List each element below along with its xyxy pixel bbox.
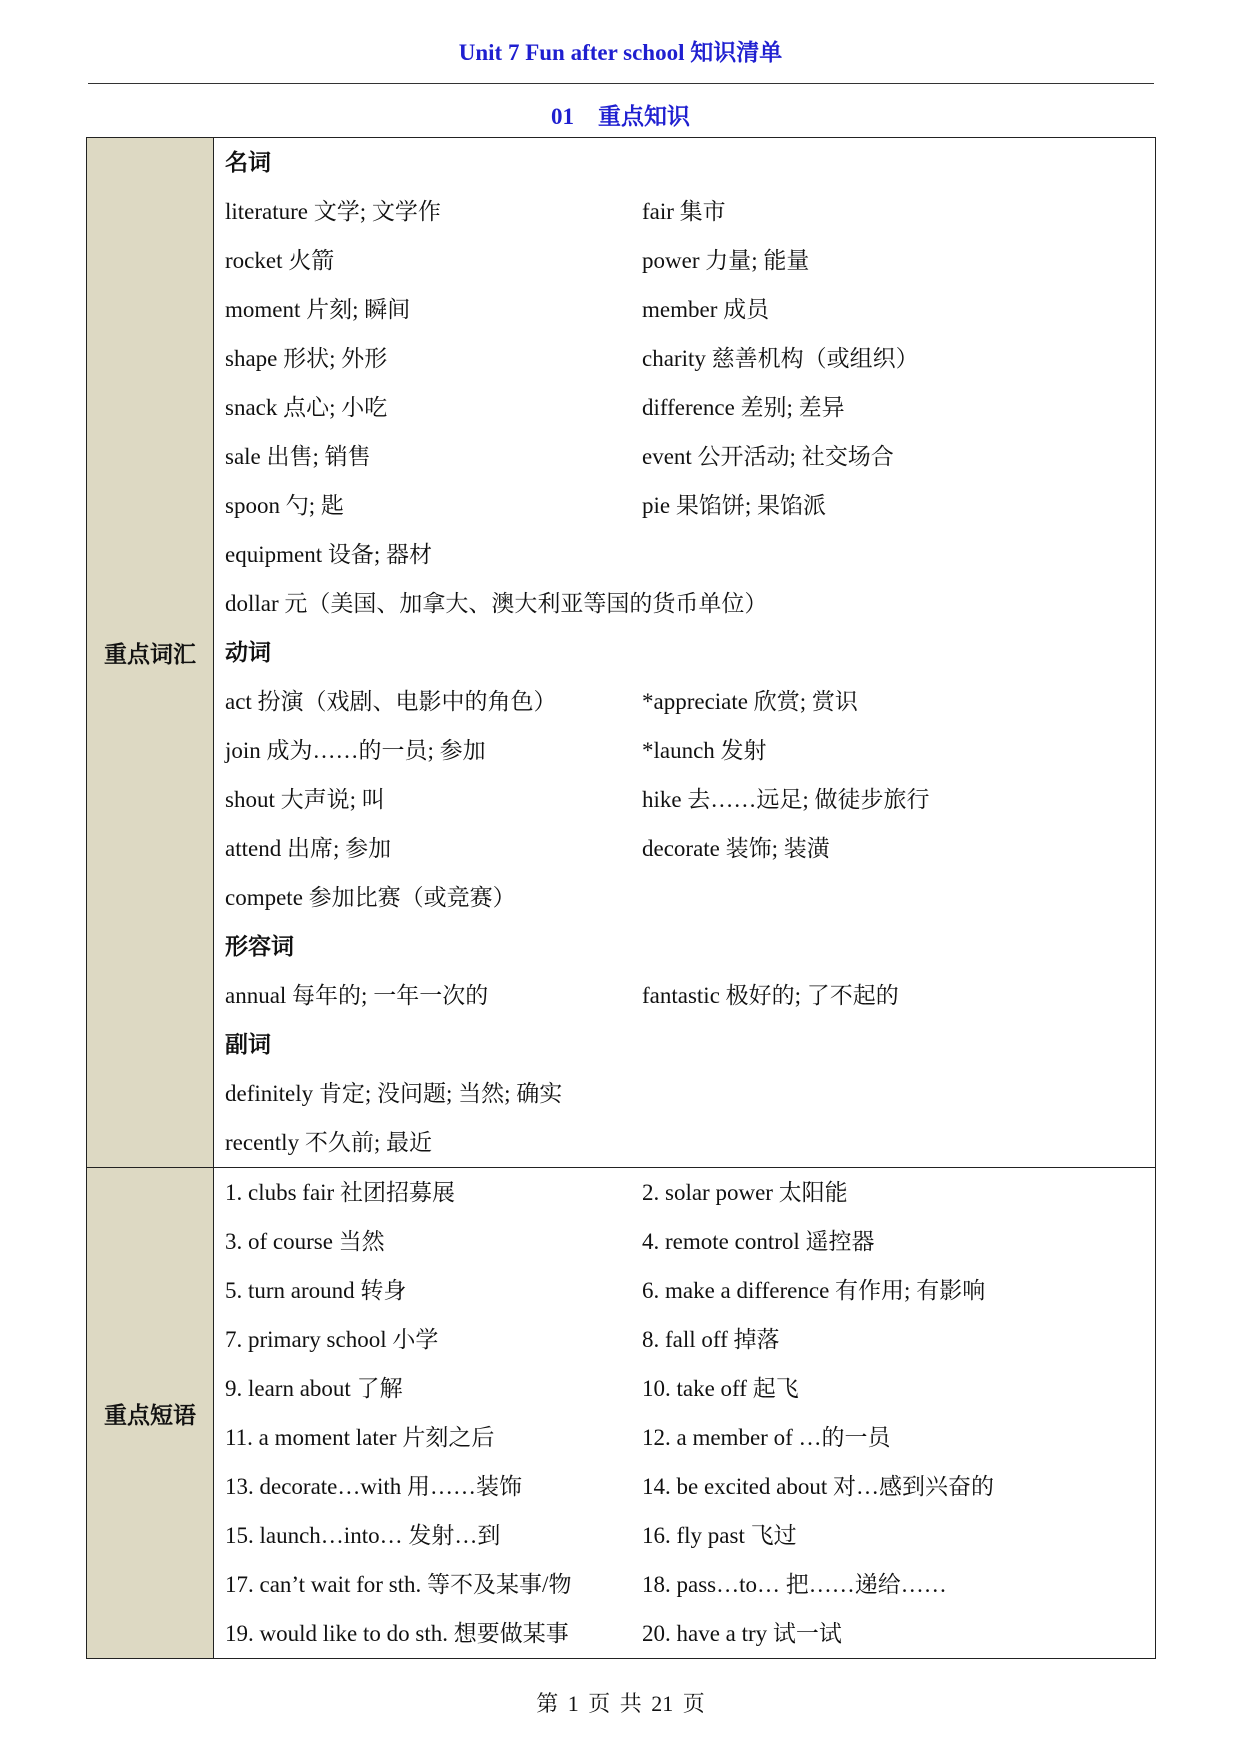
vocab-entry: join 成为……的一员; 参加 — [225, 738, 486, 763]
vocab-row — [214, 187, 1155, 236]
phrase-entry: 5. turn around 转身 — [225, 1278, 407, 1303]
phrase-entry: 8. fall off 掉落 — [642, 1327, 780, 1352]
vocab-row — [214, 383, 1155, 432]
vocab-row — [214, 824, 1155, 873]
vocabulary-content — [214, 138, 1156, 1168]
section-title: 重点知识 — [598, 104, 690, 129]
phrase-row — [214, 1609, 1155, 1658]
vocab-entry: decorate 装饰; 装潢 — [642, 836, 830, 861]
phrase-entry: 6. make a difference 有作用; 有影响 — [642, 1278, 986, 1303]
vocab-entry: fair 集市 — [642, 199, 726, 224]
vocab-row — [214, 873, 1155, 922]
vocab-row — [214, 726, 1155, 775]
vocab-entry: compete 参加比赛（或竞赛） — [225, 885, 516, 910]
vocab-entry: shout 大声说; 叫 — [225, 787, 385, 812]
phrase-entry: 15. launch…into… 发射…到 — [225, 1523, 501, 1548]
vocab-row — [214, 971, 1155, 1020]
phrase-entry: 14. be excited about 对…感到兴奋的 — [642, 1474, 994, 1499]
phrase-entry: 17. can’t wait for sth. 等不及某事/物 — [225, 1572, 572, 1597]
phrase-row — [214, 1217, 1155, 1266]
knowledge-table — [86, 137, 1156, 1659]
phrase-entry: 19. would like to do sth. 想要做某事 — [225, 1621, 569, 1646]
vocab-entry: *appreciate 欣赏; 赏识 — [642, 689, 858, 714]
phrase-entry: 12. a member of …的一员 — [642, 1425, 891, 1450]
vocab-entry: power 力量; 能量 — [642, 248, 810, 273]
vocab-entry: difference 差别; 差异 — [642, 395, 845, 420]
vocab-entry: charity 慈善机构（或组织） — [642, 346, 919, 371]
vocab-entry: act 扮演（戏剧、电影中的角色） — [225, 689, 557, 714]
phrase-row — [214, 1511, 1155, 1560]
section-heading — [0, 98, 1241, 131]
vocab-entry: annual 每年的; 一年一次的 — [225, 983, 489, 1008]
vocab-entry: definitely 肯定; 没问题; 当然; 确实 — [225, 1081, 563, 1106]
vocab-row — [214, 677, 1155, 726]
vocab-entry: moment 片刻; 瞬间 — [225, 297, 411, 322]
vocab-entry: recently 不久前; 最近 — [225, 1130, 432, 1155]
vocab-entry: snack 点心; 小吃 — [225, 395, 388, 420]
vocab-entry: attend 出席; 参加 — [225, 836, 392, 861]
phrase-entry: 18. pass…to… 把……递给…… — [642, 1572, 947, 1597]
vocab-entry: fantastic 极好的; 了不起的 — [642, 983, 899, 1008]
phrase-entry: 1. clubs fair 社团招募展 — [225, 1180, 455, 1205]
vocab-entry: shape 形状; 外形 — [225, 346, 388, 371]
vocab-entry: *launch 发射 — [642, 738, 767, 763]
vocab-row — [214, 579, 1155, 628]
vocab-entry: literature 文学; 文学作 — [225, 199, 441, 224]
vocab-row — [214, 481, 1155, 530]
phrase-entry: 4. remote control 遥控器 — [642, 1229, 875, 1254]
phrase-row — [214, 1266, 1155, 1315]
phrase-row — [214, 1364, 1155, 1413]
vocab-row — [214, 775, 1155, 824]
phrase-row — [214, 1315, 1155, 1364]
vocab-entry: hike 去……远足; 做徒步旅行 — [642, 787, 930, 812]
phrase-entry: 7. primary school 小学 — [225, 1327, 439, 1352]
phrase-entry: 11. a moment later 片刻之后 — [225, 1425, 495, 1450]
phrase-row — [214, 1462, 1155, 1511]
phrases-category: 重点短语 — [87, 1168, 214, 1659]
verbs-heading: 动词 — [225, 640, 271, 665]
vocab-row — [214, 1118, 1155, 1167]
vocab-entry: spoon 勺; 匙 — [225, 493, 344, 518]
phrase-entry: 2. solar power 太阳能 — [642, 1180, 848, 1205]
title-divider — [88, 83, 1154, 84]
vocab-entry: event 公开活动; 社交场合 — [642, 444, 894, 469]
vocab-entry: dollar 元（美国、加拿大、澳大利亚等国的货币单位） — [225, 591, 768, 616]
phrase-entry: 3. of course 当然 — [225, 1229, 385, 1254]
vocab-row — [214, 334, 1155, 383]
vocab-row — [214, 236, 1155, 285]
section-number: 01 — [551, 104, 574, 129]
page-footer: 第 1 页 共 21 页 — [536, 1691, 705, 1716]
vocab-row — [214, 1069, 1155, 1118]
phrases-content — [214, 1168, 1156, 1659]
page-title: Unit 7 Fun after school 知识清单 — [458, 40, 783, 65]
vocab-entry: rocket 火箭 — [225, 248, 335, 273]
vocabulary-row — [87, 138, 1156, 1168]
phrase-entry: 9. learn about 了解 — [225, 1376, 403, 1401]
phrase-row — [214, 1168, 1155, 1217]
phrase-entry: 20. have a try 试一试 — [642, 1621, 842, 1646]
phrase-entry: 10. take off 起飞 — [642, 1376, 799, 1401]
phrase-entry: 13. decorate…with 用……装饰 — [225, 1474, 523, 1499]
nouns-heading: 名词 — [225, 150, 271, 175]
phrase-entry: 16. fly past 飞过 — [642, 1523, 797, 1548]
vocabulary-category: 重点词汇 — [87, 138, 214, 1168]
vocab-row — [214, 285, 1155, 334]
vocab-row — [214, 530, 1155, 579]
phrases-row — [87, 1168, 1156, 1659]
vocab-entry: pie 果馅饼; 果馅派 — [642, 493, 826, 518]
phrase-row — [214, 1413, 1155, 1462]
adjectives-heading: 形容词 — [225, 934, 294, 959]
phrase-row — [214, 1560, 1155, 1609]
vocab-entry: sale 出售; 销售 — [225, 444, 371, 469]
vocab-entry: equipment 设备; 器材 — [225, 542, 432, 567]
adverbs-heading: 副词 — [225, 1032, 271, 1057]
vocab-row — [214, 432, 1155, 481]
vocab-entry: member 成员 — [642, 297, 770, 322]
